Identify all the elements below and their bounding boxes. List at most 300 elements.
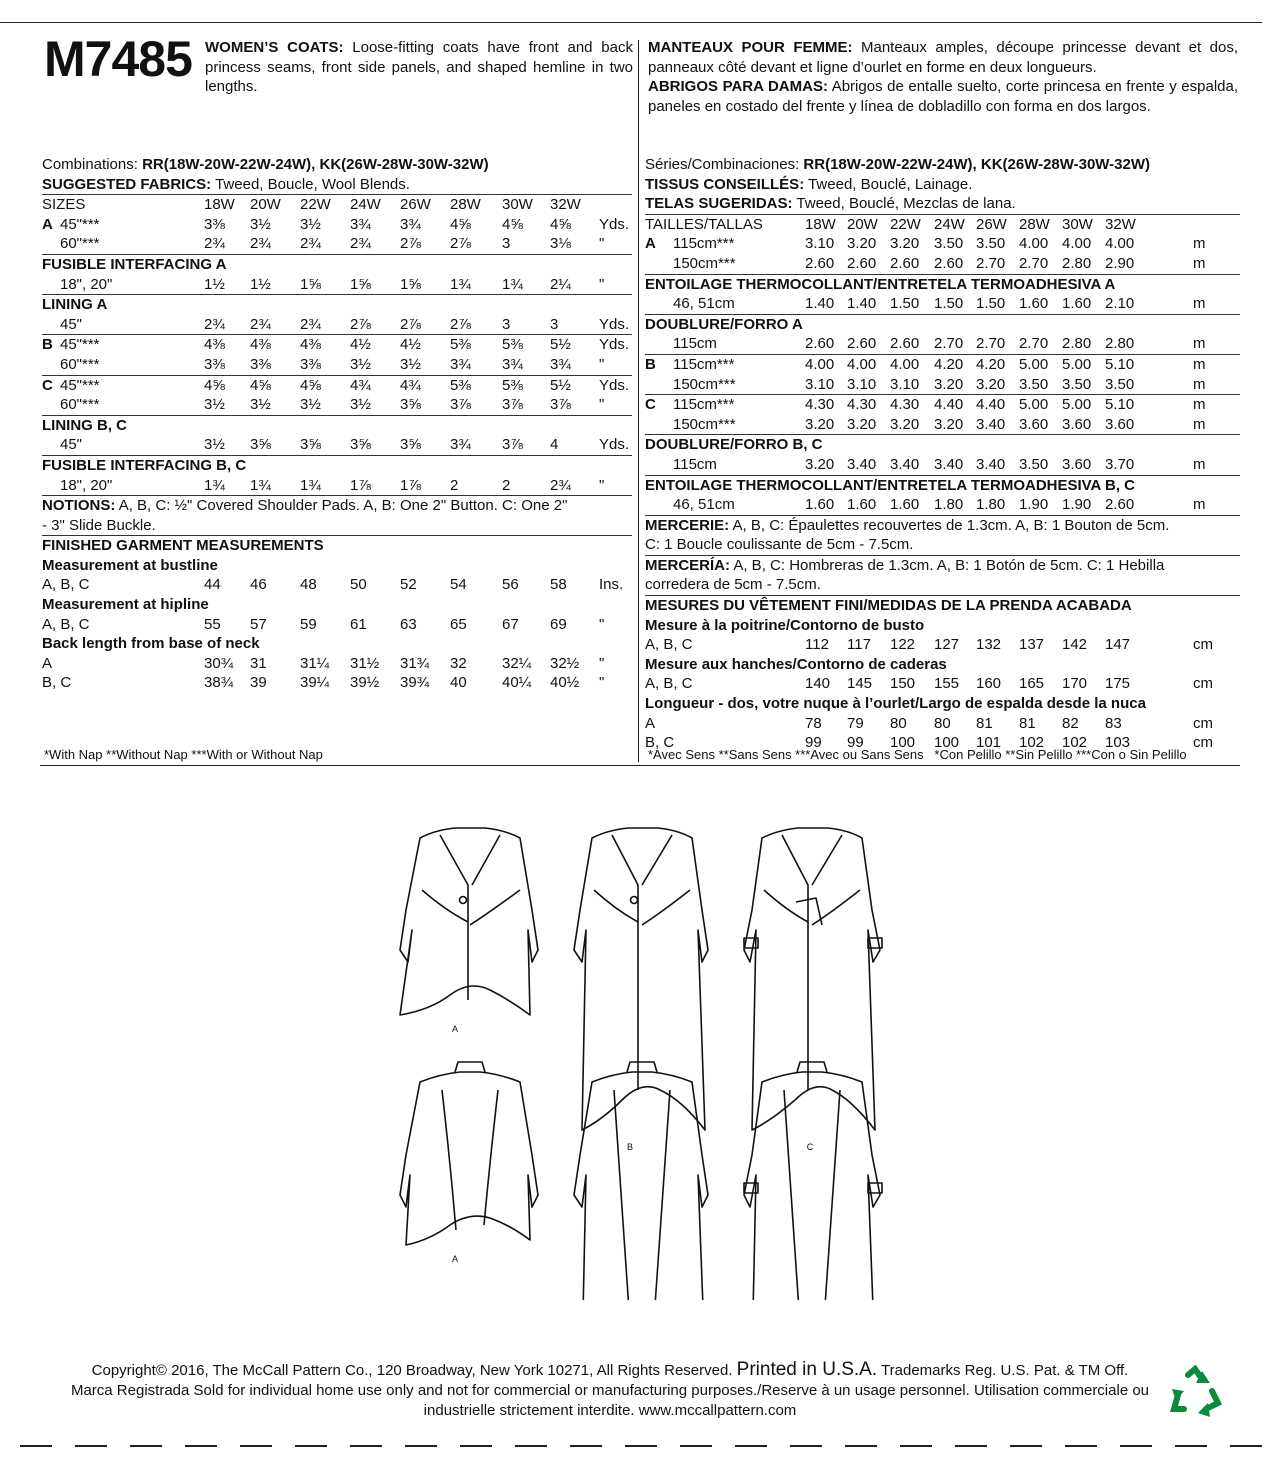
spanish-desc-text: Abrigos de entalle suelto, corte princesa en frente y espalda, paneles en costado del frente y línea de dobladillo con forma en dos largos. [648,78,1238,115]
trademark-text: Trademarks Reg. U.S. Pat. & TM Off. [881,1362,1129,1379]
es-notions-label: MERCERÍA: [645,556,730,574]
en-cell: 3⅝ [400,396,421,414]
fr-size-heading: 20W [847,215,878,233]
fr-row [645,435,1240,455]
fr-row [645,254,1240,275]
en-size-heading: 30W [502,196,533,214]
cut-dash [75,1445,107,1447]
en-row [42,476,632,497]
en-bust-cell: 58 [550,576,567,594]
en-hip-cell: 59 [300,615,317,633]
fr-cell: 2.60 [847,254,877,272]
fr-section-label: DOUBLURE/FORRO A [645,315,803,333]
en-row [42,395,632,416]
french-description [648,38,1238,116]
fr-back-bc-cell: 102 [1019,734,1045,752]
en-row [42,295,632,315]
english-nap-note: *With Nap **Without Nap ***With or Without Nap [44,747,323,762]
fr-width-label: 46, 51cm [673,295,735,313]
en-measure-heading: Back length from base of neck [42,635,260,653]
fr-cell: 5.00 [1019,396,1049,414]
fr-row [645,395,1240,415]
en-row [42,275,632,296]
en-section-label: FUSIBLE INTERFACING B, C [42,456,247,474]
en-row [42,376,632,396]
en-cell: 3⅞ [502,436,523,454]
en-back-bc-cell: 38¾ [204,674,234,692]
fr-size-heading: 26W [976,215,1007,233]
en-width-label: 45"*** [60,376,100,394]
fr-width-label: 150cm*** [673,415,736,433]
fr-bust-cell: 142 [1062,636,1088,654]
fr-back-a-cell: 82 [1062,714,1079,732]
fr-cell: 4.00 [890,355,920,373]
cut-dash [1065,1445,1097,1447]
en-back-bc-cell: 39 [250,674,267,692]
fr-section-label: ENTOILAGE THERMOCOLLANT/ENTRETELA TERMOADHESIVA B, C [645,476,1135,494]
en-view-label: B [42,336,53,354]
en-cell: 3 [502,235,511,253]
en-cell: 3⅛ [550,235,571,253]
fr-back-a-cell: 79 [847,714,864,732]
fr-cell: 3.20 [976,375,1006,393]
copyright-line [40,1360,1180,1381]
fr-cell: 3.50 [1019,455,1049,473]
fr-nap-note: *Avec Sens **Sans Sens ***Avec ou Sans Sens *Con Pelillo **Sin Pelillo ***Con o Sin Pelillo [648,747,1187,762]
en-bust-cell: 56 [502,576,519,594]
en-bust-cell: 52 [400,576,417,594]
en-section-label: FUSIBLE INTERFACING A [42,255,227,273]
en-hip-cell: 63 [400,615,417,633]
fr-cell: 3.10 [847,375,877,393]
en-bust-width-label: A, B, C [42,576,90,594]
fr-notions-label: MERCERIE: [645,516,730,534]
cut-dash [295,1445,327,1447]
fr-cell: 3.20 [805,455,835,473]
en-cell: 4⅝ [204,376,225,394]
fr-notions [645,516,1240,536]
en-unit: Yds. [599,376,630,394]
en-row [42,456,632,476]
en-unit: " [599,275,605,293]
view-b-front-drawing [574,828,708,1130]
fr-row [645,334,1240,355]
en-cell: 3⅜ [300,355,321,373]
en-cell: 2¾ [550,476,571,494]
notions-line1: A, B, C: ½" Covered Shoulder Pads. A, B: One 2" Button. C: One 2" [118,497,568,515]
en-unit: Yds. [599,315,630,333]
en-cell: 5½ [550,376,571,394]
fr-cell: 5.10 [1105,355,1135,373]
fr-back-a-cell: 81 [976,714,993,732]
fr-cell: 2.80 [1105,335,1135,353]
en-cell: 3⅝ [300,436,321,454]
en-cell: 3 [502,315,511,333]
fr-yardage-rows [645,234,1240,515]
fr-width-label: 150cm*** [673,375,736,393]
fr-row [645,495,1240,516]
garment-illustrations [360,800,900,1300]
en-back-bc-cell: 39½ [350,674,380,692]
en-cell: 3½ [350,355,371,373]
fr-cell: 3.10 [890,375,920,393]
fr-cell: 4.00 [1105,235,1135,253]
en-cell: 2⅞ [400,235,421,253]
fr-bust-cell: 147 [1105,636,1131,654]
fr-cell: 5.00 [1019,355,1049,373]
view-c-back-drawing [744,1062,882,1300]
cut-dash [350,1445,382,1447]
en-cell: 3¾ [400,215,421,233]
fr-cell: 3.10 [805,235,835,253]
en-back-bc-unit: " [599,674,605,692]
fr-cell: 3.50 [1019,375,1049,393]
en-width-label: 45" [60,315,83,333]
notions-label: NOTIONS: [42,497,116,515]
fr-row [645,294,1240,315]
fr-back-bc-cell: 99 [805,734,822,752]
es-fabrics [645,194,1240,215]
en-back-bc-width-label: B, C [42,674,72,692]
en-size-heading: 24W [350,196,381,214]
fr-unit: m [1193,254,1206,272]
es-notions [645,556,1240,576]
fr-back-a-unit: cm [1193,714,1213,732]
en-size-heading: 20W [250,196,281,214]
fr-notions-line1: A, B, C: Épaulettes recouvertes de 1.3cm. A, B: 1 Bouton de 5cm. [732,516,1170,534]
en-row [42,255,632,275]
fr-cell: 3.60 [1105,415,1135,433]
fr-back-bc-cell: 101 [976,734,1002,752]
en-cell: 5⅜ [450,376,471,394]
fr-hip-unit: cm [1193,675,1213,693]
view-a-front-drawing [400,828,538,1015]
fr-row [645,315,1240,335]
fr-measurements [645,616,1240,753]
fr-back-a-cell: 80 [934,714,951,732]
fr-unit: m [1193,455,1206,473]
en-cell: 2¼ [550,275,571,293]
fr-cell: 2.70 [976,335,1006,353]
fr-bust-cell: 112 [805,636,829,654]
en-cell: 2¾ [250,315,271,333]
fr-cell: 3.10 [805,375,835,393]
fr-measure-heading: Mesure à la poitrine/Contorno de busto [645,616,925,634]
fr-cell: 3.50 [1062,375,1092,393]
printed-in: Printed in U.S.A. [736,1359,878,1380]
en-row [42,335,632,355]
en-row [42,315,632,336]
en-bust-cell: 48 [300,576,317,594]
en-hip-cell: 61 [350,615,367,633]
fr-cell: 4.40 [934,396,964,414]
en-cell: 3⅜ [204,355,225,373]
en-cell: 3⅜ [204,215,225,233]
top-rule [0,22,1262,23]
en-width-label: 60"*** [60,396,100,414]
en-unit: " [599,355,605,373]
en-back-bc-row [42,673,632,693]
fr-cell: 4.00 [1062,235,1092,253]
en-cell: 4 [550,436,559,454]
en-cell: 2 [502,476,511,494]
fr-view-label: B [645,355,656,373]
en-hip-width-label: A, B, C [42,615,90,633]
en-measure-heading: Measurement at hipline [42,596,209,614]
en-view-label: C [42,376,53,394]
en-row [42,355,632,376]
en-hip-cell: 65 [450,615,467,633]
en-cell: 4½ [350,336,371,354]
fr-cell: 2.60 [805,254,835,272]
fr-cell: 3.20 [847,415,877,433]
en-back-a-cell: 31½ [350,654,380,672]
cut-dash [1120,1445,1152,1447]
fr-row [645,355,1240,375]
fr-back-bc-cell: 103 [1105,734,1131,752]
en-back-a-cell: 32½ [550,654,580,672]
en-hip-cell: 55 [204,615,221,633]
fr-view-label: A [645,235,656,253]
recycle-icon [1166,1365,1224,1419]
fr-cell: 1.60 [805,496,835,514]
fr-cell: 1.50 [976,295,1006,313]
combinations-label: Combinations: [42,156,138,173]
fr-hip-cell: 165 [1019,675,1045,693]
fr-bust-row [645,635,1240,655]
cut-dash [460,1445,492,1447]
fr-cell: 3.50 [976,235,1006,253]
en-unit: Yds. [599,215,630,233]
view-c-front-drawing [744,828,882,1130]
copyright-text: Copyright© 2016, The McCall Pattern Co., 120 Broadway, New York 10271, All Rights Reserved. [91,1362,733,1379]
cut-dash [130,1445,162,1447]
fr-unit: m [1193,496,1206,514]
en-unit: " [599,235,605,253]
fr-row [645,415,1240,436]
fr-cell: 3.20 [890,235,920,253]
cut-dash [20,1445,52,1447]
fr-size-heading: 28W [1019,215,1050,233]
view-a-back-drawing [400,1062,538,1245]
en-size-heading: 18W [204,196,235,214]
es-fabrics-text: Tweed, Bouclé, Mezclas de lana. [796,195,1016,213]
fr-bust-cell: 127 [934,636,960,654]
en-row [42,416,632,436]
en-cell: 3½ [300,396,321,414]
en-cell: 3¾ [350,215,371,233]
fr-unit: m [1193,295,1206,313]
fr-width-label: 150cm*** [673,254,736,272]
fr-fabrics-text: Tweed, Bouclé, Lainage. [808,175,973,193]
fr-unit: m [1193,335,1206,353]
fr-view-label: C [645,396,656,414]
fr-cell: 2.90 [1105,254,1135,272]
fr-cell: 3.20 [934,375,964,393]
en-view-label: A [42,215,53,233]
fr-cell: 5.00 [1062,355,1092,373]
fr-width-label: 115cm*** [673,235,735,253]
fr-fabrics [645,175,1240,195]
en-cell: 1⅝ [350,275,371,293]
en-bust-cell: 44 [204,576,221,594]
fr-row [645,275,1240,295]
en-cell: 4⅜ [300,336,321,354]
french-desc-text: Manteaux amples, découpe princesse devant et dos, panneaux côté devant et ligne d’ourlet en forme en deux longueurs. [648,39,1238,76]
fr-cell: 3.40 [934,455,964,473]
fr-sizes-label: TAILLES/TALLAS [645,215,763,233]
english-measurements [42,556,632,693]
en-cell: 5⅜ [502,336,523,354]
en-cell: 4⅜ [250,336,271,354]
fr-cell: 2.70 [976,254,1006,272]
en-hip-row [42,615,632,635]
es-notions-2: corredera de 5cm - 7.5cm. [645,575,1240,596]
fr-cell: 2.60 [934,254,964,272]
english-title: WOMEN’S COATS: [205,39,344,56]
en-cell: 2¾ [300,315,321,333]
en-cell: 4½ [400,336,421,354]
fr-cell: 1.90 [1062,496,1092,514]
en-width-label: 18", 20" [60,476,113,494]
fr-hip-cell: 150 [890,675,916,693]
fr-cell: 3.20 [890,415,920,433]
fr-row [645,234,1240,254]
fr-width-label: 46, 51cm [673,496,735,514]
fr-cell: 3.20 [805,415,835,433]
en-cell: 2¾ [300,235,321,253]
english-finished-label: FINISHED GARMENT MEASUREMENTS [42,537,324,555]
fr-cell: 4.00 [847,355,877,373]
fr-cell: 4.30 [890,396,920,414]
fr-size-heading: 24W [934,215,965,233]
fr-section-label: ENTOILAGE THERMOCOLLANT/ENTRETELA TERMOADHESIVA A [645,275,1116,293]
fr-cell: 3.40 [976,455,1006,473]
fr-size-heading: 32W [1105,215,1136,233]
fr-unit: m [1193,375,1206,393]
cut-dash [570,1445,602,1447]
cut-dash [900,1445,932,1447]
fr-back-a-width-label: A [645,714,656,732]
en-cell: 4⅝ [550,215,571,233]
combinations-values: RR(18W-20W-22W-24W), KK(26W-28W-30W-32W) [142,156,489,173]
cut-dash [185,1445,217,1447]
en-size-heading: 26W [400,196,431,214]
fr-row [645,476,1240,496]
fr-cell: 4.30 [805,396,835,414]
en-width-label: 45"*** [60,215,100,233]
fr-fabrics-label: TISSUS CONSEILLÉS: [645,175,805,193]
en-cell: 3⅝ [400,436,421,454]
fr-row [645,455,1240,476]
en-width-label: 45" [60,436,83,454]
fr-cell: 2.70 [934,335,964,353]
en-cell: 2¾ [250,235,271,253]
fr-cell: 2.80 [1062,254,1092,272]
fr-cell: 1.80 [934,496,964,514]
cut-dash [1010,1445,1042,1447]
fr-cell: 1.90 [1019,496,1049,514]
fr-hip-width-label: A, B, C [645,675,693,693]
en-row [42,435,632,456]
english-combinations [42,155,632,175]
en-cell: 5⅜ [502,376,523,394]
en-back-a-cell: 32¼ [502,654,532,672]
en-cell: 3½ [400,355,421,373]
fr-back-bc-unit: cm [1193,734,1213,752]
en-cell: 4⅝ [450,215,471,233]
en-section-label: LINING B, C [42,416,127,434]
pattern-number: M7485 [44,31,192,87]
fr-cell: 1.80 [976,496,1006,514]
fr-cell: 1.40 [847,295,877,313]
en-cell: 1¾ [450,275,471,293]
view-c-front-label: C [806,1142,814,1152]
en-row [42,234,632,255]
fr-size-heading: 30W [1062,215,1093,233]
en-cell: 4⅝ [502,215,523,233]
fr-hip-cell: 145 [847,675,873,693]
fr-cell: 1.50 [890,295,920,313]
column-divider [638,40,639,762]
en-cell: 3 [550,315,559,333]
en-size-heading: 22W [300,196,331,214]
en-width-label: 60"*** [60,355,100,373]
en-width-label: 60"*** [60,235,100,253]
fr-back-a-cell: 78 [805,714,822,732]
fr-unit: m [1193,235,1206,253]
en-cell: 3½ [204,396,225,414]
en-back-a-cell: 32 [450,654,467,672]
en-hip-unit: " [599,615,605,633]
en-back-a-unit: " [599,654,605,672]
fr-bust-cell: 117 [847,636,871,654]
en-cell: 2¾ [350,235,371,253]
en-cell: 5⅜ [450,336,471,354]
en-cell: 1¾ [300,476,321,494]
fr-hip-cell: 140 [805,675,831,693]
view-a-front-label: A [451,1024,459,1034]
english-description [205,38,633,97]
fr-cell: 2.80 [1062,335,1092,353]
cut-dash [790,1445,822,1447]
fr-width-label: 115cm*** [673,355,735,373]
fr-back-bc-cell: 99 [847,734,864,752]
fr-unit: m [1193,396,1206,414]
view-b-front-label: B [626,1142,634,1152]
fr-hip-cell: 175 [1105,675,1131,693]
en-cell: 4¾ [400,376,421,394]
industrielle-line: industrielle strictement interdite. www.mccallpattern.com [423,1402,797,1419]
fr-cell: 2.60 [890,335,920,353]
fr-cell: 3.50 [934,235,964,253]
en-hip-cell: 67 [502,615,519,633]
en-row [42,215,632,235]
fr-cell: 2.60 [805,335,835,353]
en-back-a-cell: 31 [250,654,267,672]
fr-cell: 3.40 [847,455,877,473]
en-cell: 1⅞ [400,476,421,494]
fr-cell: 1.60 [1019,295,1049,313]
fr-cell: 2.60 [1105,496,1135,514]
fr-cell: 4.20 [976,355,1006,373]
en-bust-unit: Ins. [599,576,624,594]
english-fabrics [42,175,632,196]
en-cell: 4⅜ [204,336,225,354]
en-bust-cell: 54 [450,576,467,594]
fr-width-label: 115cm [673,335,717,353]
fr-cell: 4.00 [805,355,835,373]
